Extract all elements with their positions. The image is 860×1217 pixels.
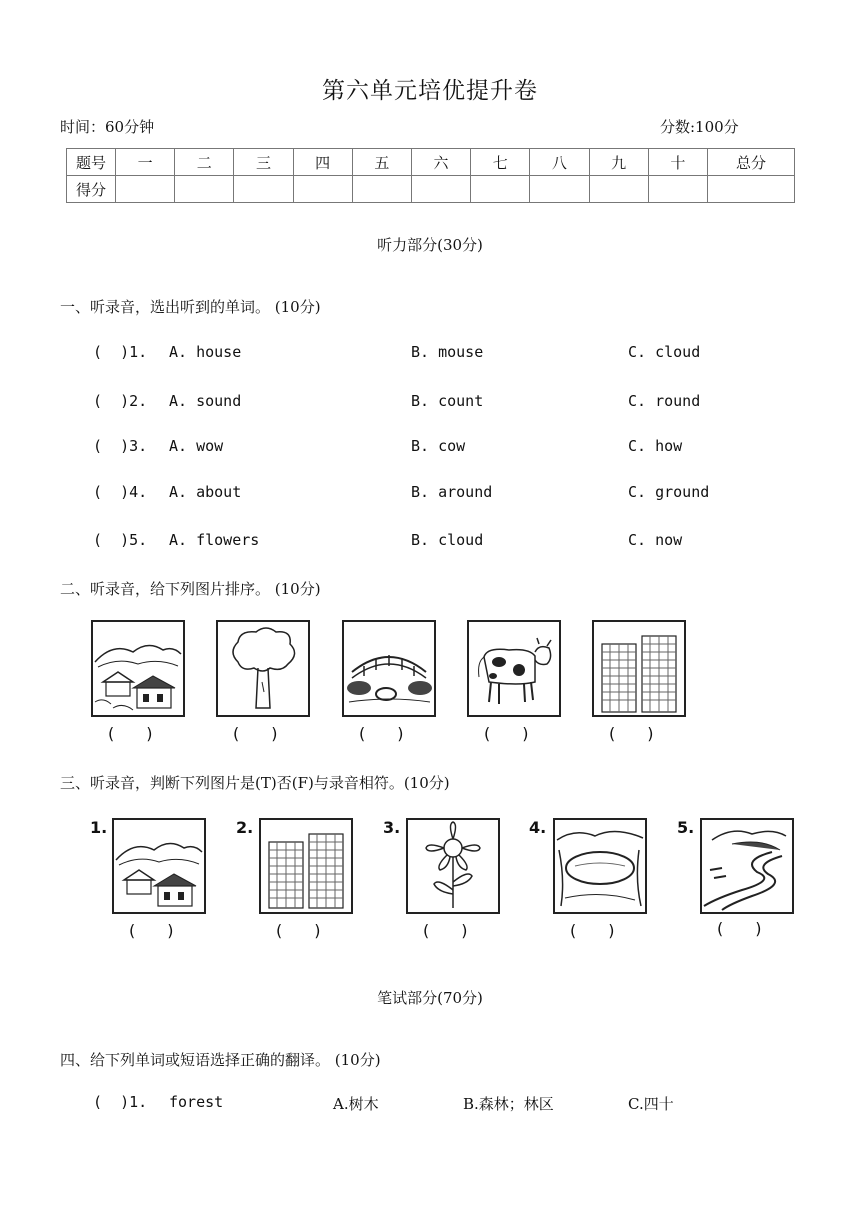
score-blank-cell[interactable] xyxy=(708,176,795,203)
score-cell: 十 xyxy=(648,149,707,176)
answer-blank[interactable]: ( ) xyxy=(717,919,762,938)
q4-option-c[interactable]: C.四十 xyxy=(628,1095,674,1113)
answer-blank[interactable]: ( ) xyxy=(129,921,174,940)
score-cell: 一 xyxy=(116,149,175,176)
score-blank-cell[interactable] xyxy=(411,176,470,203)
q1-option-b[interactable]: B. mouse xyxy=(411,343,484,361)
score-cell: 题号 xyxy=(67,149,116,176)
q1-option-a[interactable]: A. about xyxy=(169,483,242,501)
score-cell: 九 xyxy=(589,149,648,176)
score-cell: 二 xyxy=(175,149,234,176)
score-blank-cell[interactable] xyxy=(175,176,234,203)
answer-blank[interactable]: ( ) xyxy=(359,724,404,743)
q1-option-a[interactable]: A. flowers xyxy=(169,531,260,549)
score-blank-cell[interactable] xyxy=(293,176,352,203)
flower-picture xyxy=(406,818,500,914)
q1-item-number: ( )3. xyxy=(93,437,148,455)
answer-blank[interactable]: ( ) xyxy=(276,921,321,940)
village-picture xyxy=(112,818,206,914)
q4-option-a[interactable]: A.树木 xyxy=(333,1095,379,1113)
q1-item-number: ( )5. xyxy=(93,531,148,549)
q1-heading: 一、听录音，选出听到的单词。 (10分) xyxy=(60,298,321,316)
q4-heading: 四、给下列单词或短语选择正确的翻译。 (10分) xyxy=(60,1051,381,1069)
q1-item-number: ( )4. xyxy=(93,483,148,501)
cow-picture xyxy=(467,620,561,717)
buildings-picture xyxy=(259,818,353,914)
score-cell: 三 xyxy=(234,149,293,176)
picture-number: 5. xyxy=(677,818,695,837)
listening-section-title: 听力部分(30分) xyxy=(377,236,483,254)
q1-item-number: ( )1. xyxy=(93,343,148,361)
score-cell: 五 xyxy=(352,149,411,176)
score-blank-cell[interactable] xyxy=(471,176,530,203)
score-blank-cell[interactable] xyxy=(530,176,589,203)
village-picture xyxy=(91,620,185,717)
page-title: 第六单元培优提升卷 xyxy=(322,78,538,104)
score-cell: 八 xyxy=(530,149,589,176)
q2-heading: 二、听录音，给下列图片排序。 (10分) xyxy=(60,580,321,598)
score-blank-cell[interactable] xyxy=(648,176,707,203)
tree-picture xyxy=(216,620,310,717)
answer-blank[interactable]: ( ) xyxy=(609,724,654,743)
q1-option-c[interactable]: C. cloud xyxy=(628,343,701,361)
river-picture xyxy=(700,818,794,914)
buildings-picture xyxy=(592,620,686,717)
q4-option-b[interactable]: B.森林；林区 xyxy=(463,1095,554,1113)
q1-option-c[interactable]: C. how xyxy=(628,437,683,455)
q1-option-a[interactable]: A. house xyxy=(169,343,242,361)
q1-option-c[interactable]: C. now xyxy=(628,531,683,549)
answer-blank[interactable]: ( ) xyxy=(423,921,468,940)
score-cell: 六 xyxy=(411,149,470,176)
score-blank-cell[interactable] xyxy=(234,176,293,203)
q1-option-b[interactable]: B. count xyxy=(411,392,484,410)
q1-option-b[interactable]: B. cow xyxy=(411,437,466,455)
time-limit: 时间：60分钟 xyxy=(60,118,155,136)
picture-number: 4. xyxy=(529,818,547,837)
q4-word: forest xyxy=(169,1093,224,1111)
picture-number: 1. xyxy=(90,818,108,837)
answer-blank[interactable]: ( ) xyxy=(484,724,529,743)
q1-option-a[interactable]: A. wow xyxy=(169,437,224,455)
answer-blank[interactable]: ( ) xyxy=(233,724,278,743)
q4-item-number: ( )1. xyxy=(93,1093,148,1111)
picture-number: 3. xyxy=(383,818,401,837)
score-blank-cell[interactable] xyxy=(352,176,411,203)
score-cell: 四 xyxy=(293,149,352,176)
score-table xyxy=(66,148,795,203)
total-score: 分数:100分 xyxy=(660,118,739,136)
q3-heading: 三、听录音，判断下列图片是(T)否(F)与录音相符。(10分) xyxy=(60,774,450,792)
score-table-score-row xyxy=(67,176,795,203)
picture-number: 2. xyxy=(236,818,254,837)
q1-item-number: ( )2. xyxy=(93,392,148,410)
q1-option-b[interactable]: B. around xyxy=(411,483,493,501)
written-section-title: 笔试部分(70分) xyxy=(377,989,483,1007)
q1-option-c[interactable]: C. round xyxy=(628,392,701,410)
answer-blank[interactable]: ( ) xyxy=(108,724,153,743)
q1-option-a[interactable]: A. sound xyxy=(169,392,242,410)
answer-blank[interactable]: ( ) xyxy=(570,921,615,940)
q1-option-c[interactable]: C. ground xyxy=(628,483,710,501)
score-cell: 七 xyxy=(471,149,530,176)
score-cell: 总分 xyxy=(708,149,795,176)
score-blank-cell[interactable] xyxy=(116,176,175,203)
q1-option-b[interactable]: B. cloud xyxy=(411,531,484,549)
score-table-header-row xyxy=(67,149,795,176)
bridge-picture xyxy=(342,620,436,717)
score-blank-cell[interactable] xyxy=(589,176,648,203)
lake-picture xyxy=(553,818,647,914)
score-row-label: 得分 xyxy=(67,176,116,203)
